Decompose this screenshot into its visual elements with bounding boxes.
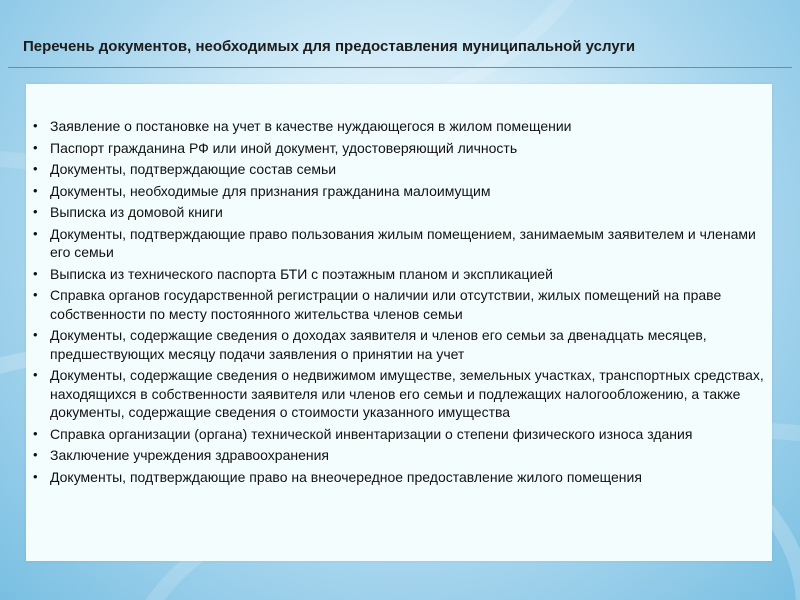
list-item-text: Документы, содержащие сведения о доходах заявителя и членов его семьи за двенадцать месяцев, предшествующих месяцу подачи заявления о принятии на учет: [50, 327, 707, 362]
bullet-icon: •: [33, 447, 38, 462]
list-item: [26, 225, 770, 262]
list-item: [26, 326, 770, 363]
bullet-icon: •: [33, 367, 38, 382]
list-item: [26, 425, 770, 444]
list-item-text: Справка организации (органа) технической инвентаризации о степени физического износа здания: [50, 425, 693, 442]
list-item-text: Документы, подтверждающие право пользования жилым помещением, занимаемым заявителем и членами его семьи: [50, 225, 756, 260]
bullet-icon: •: [33, 468, 38, 484]
list-item: [26, 139, 770, 158]
bullet-icon: •: [33, 118, 38, 133]
list-item: [26, 446, 770, 465]
bullet-icon: •: [33, 225, 38, 241]
list-item: [26, 265, 770, 284]
list-item-text: Документы, содержащие сведения о недвижимом имуществе, земельных участках, транспортных средствах, находящихся в собственности заявителя или членов его семьи и подлежащих налогообложению, а также документы, содержащие сведения о стоимости указанного имущества: [50, 367, 764, 420]
list-item-text: Справка органов государственной регистрации о наличии или отсутствии, жилых помещений на праве собственности по месту постоянного жительства членов семьи: [50, 287, 722, 322]
list-item-text: Заключение учреждения здравоохранения: [50, 447, 330, 463]
bullet-icon: •: [33, 204, 38, 219]
list-item-text: Документы, подтверждающие состав семьи: [50, 161, 337, 177]
bullet-icon: •: [33, 139, 38, 155]
bullet-icon: •: [33, 287, 38, 302]
bullet-icon: •: [33, 265, 38, 281]
bullet-icon: •: [33, 425, 38, 441]
bullet-icon: •: [33, 182, 38, 198]
list-item: [26, 117, 770, 136]
list-item-text: Документы, подтверждающие право на внеочередное предоставление жилого помещения: [50, 468, 642, 485]
list-item-text: Паспорт гражданина РФ или иной документ, удостоверяющий личность: [50, 139, 518, 156]
list-item: [26, 366, 770, 422]
bullet-icon: •: [33, 161, 38, 176]
document-list: [26, 117, 770, 489]
list-item: [26, 203, 770, 222]
list-item-text: Заявление о постановке на учет в качестве нуждающегося в жилом помещении: [50, 118, 572, 134]
list-item: [26, 286, 770, 323]
list-item-text: Документы, необходимые для признания гражданина малоимущим: [50, 182, 491, 199]
list-item: [26, 468, 770, 487]
title-divider: [8, 67, 792, 68]
list-item-text: Выписка из технического паспорта БТИ с поэтажным планом и экспликацией: [50, 265, 553, 282]
slide-title: Перечень документов, необходимых для предоставления муниципальной услуги: [23, 38, 636, 55]
bullet-icon: •: [33, 327, 38, 342]
list-item-text: Выписка из домовой книги: [50, 204, 223, 220]
list-item: [26, 160, 770, 179]
list-item: [26, 182, 770, 201]
